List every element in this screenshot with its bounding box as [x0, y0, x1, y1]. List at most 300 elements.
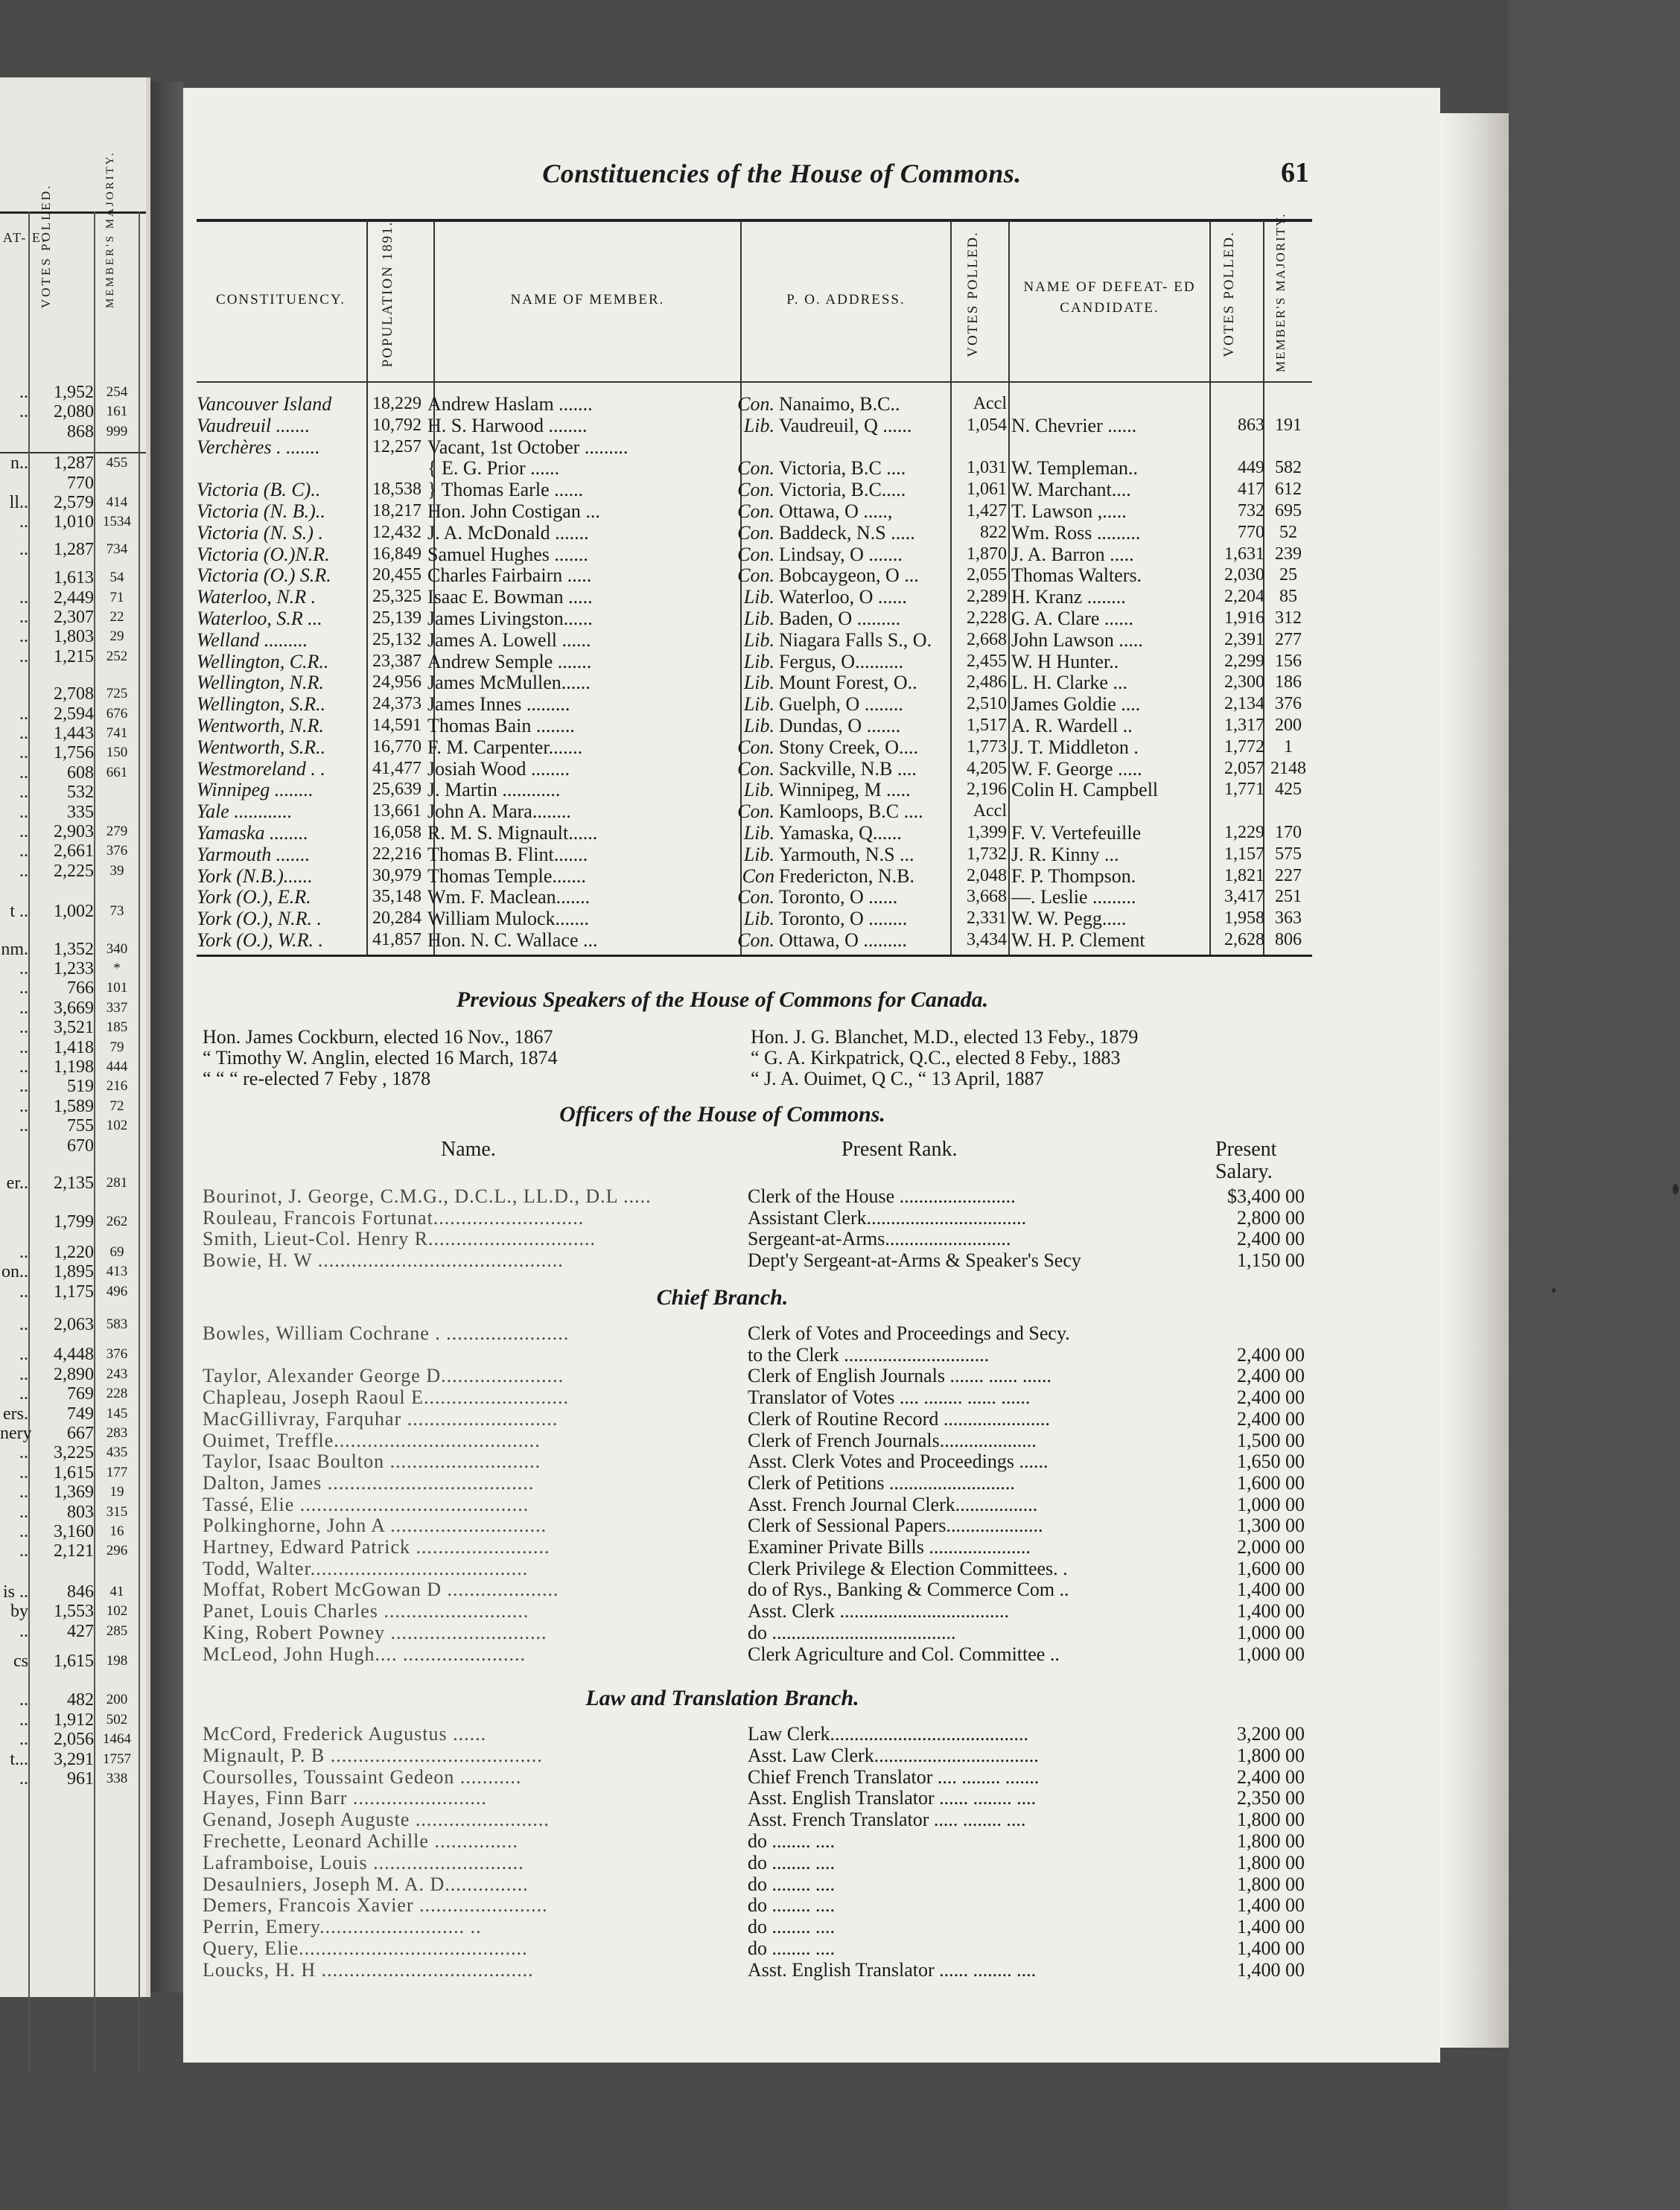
address-cell: Fredericton, N.B. [779, 864, 914, 887]
left-page-votes-cell: 427 [67, 1621, 94, 1641]
officer-salary: 1,800 00 [1237, 1851, 1305, 1873]
table-row [197, 779, 1312, 800]
left-page-majority-cell: 69 [109, 1243, 124, 1260]
constituency-cell: Winnipeg ........ [197, 779, 314, 801]
left-page-row [0, 1212, 146, 1232]
left-page-majority-cell: 661 [106, 764, 128, 780]
left-page-votes-cell: 1,369 [54, 1483, 94, 1503]
left-page-fragment-text: .. [19, 783, 28, 803]
defeated-votes-cell: 2,134 [1224, 694, 1264, 714]
left-page-votes-cell: 2,890 [54, 1364, 94, 1384]
votes-cell: 1,870 [967, 544, 1007, 564]
left-page-row [0, 1463, 146, 1483]
left-page-majority-cell: 1534 [103, 514, 131, 530]
speaker-entry-right: “ G. A. Kirkpatrick, Q.C., elected 8 Feby., 1883 [751, 1047, 1121, 1069]
address-cell: Yamaska, Q...... [779, 822, 902, 844]
defeated-candidate-cell: W. F. George ..... [1011, 757, 1142, 780]
left-page-votes-cell: 2,903 [54, 822, 94, 841]
officer-name: MacGillivray, Farquhar ........................... [203, 1407, 559, 1430]
officer-rank: to the Clerk .............................. [748, 1343, 990, 1366]
left-page-majority-cell: 228 [106, 1386, 128, 1402]
member-cell: J. A. McDonald ....... [427, 521, 589, 544]
chief-branch-row [203, 1408, 1305, 1430]
left-page-row [0, 822, 146, 841]
left-page-majority-cell: 338 [106, 1771, 128, 1786]
left-page-row [0, 568, 146, 587]
member-cell: John A. Mara........ [427, 800, 571, 823]
member-cell: James Livingston...... [427, 608, 593, 629]
left-page-majority-cell: 243 [106, 1366, 128, 1382]
population-cell: 25,325 [372, 587, 421, 607]
table-row [197, 393, 1312, 415]
left-page-majority-cell: 337 [106, 999, 128, 1016]
officer-name: Query, Elie......................................... [203, 1937, 528, 1959]
defeated-votes-cell: 1,631 [1224, 544, 1264, 564]
header-majority: MEMBER'S MAJORITY. [1273, 212, 1288, 372]
left-page-votes-cell: 769 [67, 1384, 94, 1404]
left-page-majority-cell: 54 [109, 570, 124, 586]
chief-branch-row [203, 1494, 1305, 1515]
left-page-votes-cell: 1,233 [54, 959, 94, 978]
left-page-votes-cell: 1,952 [54, 383, 94, 402]
officer-salary: 3,200 00 [1237, 1723, 1305, 1745]
left-page-row [0, 1730, 146, 1749]
member-cell: { E. G. Prior ...... [427, 457, 560, 480]
member-cell: } Thomas Earle ...... [427, 479, 584, 501]
table-row [197, 693, 1312, 715]
constituency-cell: Wellington, N.R. [197, 672, 324, 694]
left-page-fragment-text: .. [19, 383, 28, 402]
left-page-fragment-text: t... [10, 1749, 28, 1769]
party-cell: Lib. [743, 586, 774, 608]
chief-branch-row [203, 1643, 1305, 1665]
chief-branch-row [203, 1344, 1305, 1366]
speaker-entry-left: “ Timothy W. Anglin, elected 16 March, 1874 [203, 1047, 558, 1069]
officer-salary: 1,800 00 [1237, 1809, 1305, 1831]
left-page-fragment-text: .. [19, 587, 28, 608]
officer-rank: Law Clerk......................................... [748, 1723, 1028, 1745]
officer-rank: Examiner Private Bills ..................... [748, 1536, 1031, 1558]
party-cell: Lib. [743, 693, 774, 716]
defeated-votes-cell: 1,958 [1224, 908, 1264, 929]
majority-cell: 312 [1275, 608, 1302, 628]
left-page-majority-cell: 102 [106, 1118, 128, 1134]
header-defeated-votes: VOTES POLLED. [1221, 231, 1237, 357]
constituency-cell: Waterloo, N.R . [197, 586, 316, 608]
left-page-fragment-text: t .. [10, 902, 28, 922]
address-cell: Waterloo, O ...... [779, 586, 907, 608]
left-page-votes-cell: 868 [67, 421, 94, 442]
officer-salary: 1,150 00 [1237, 1249, 1305, 1271]
left-page-majority-cell: 254 [106, 384, 128, 400]
defeated-candidate-cell: J. T. Middleton . [1011, 736, 1139, 758]
officers-salary-column-header: Present [1215, 1138, 1277, 1161]
left-page-row [0, 1077, 146, 1096]
officer-salary: 2,000 00 [1237, 1536, 1305, 1558]
officer-rank: Chief French Translator .... ........ ....... [748, 1765, 1040, 1788]
votes-cell: 1,061 [967, 480, 1007, 500]
address-cell: Stony Creek, O.... [779, 736, 919, 758]
votes-cell: 2,510 [967, 694, 1007, 714]
member-cell: Vacant, 1st October ......... [427, 436, 629, 458]
defeated-candidate-cell: James Goldie .... [1011, 693, 1141, 716]
left-page-majority-cell: 285 [106, 1623, 128, 1639]
law-branch-row [203, 1937, 1305, 1959]
left-page-votes-cell: 1,010 [54, 512, 94, 532]
officer-name: Taylor, Alexander George D...................... [203, 1365, 564, 1387]
law-branch-row [203, 1916, 1305, 1937]
officer-salary: 1,500 00 [1237, 1429, 1305, 1451]
member-cell: Andrew Haslam ....... [427, 393, 593, 415]
table-header-rule [197, 381, 1312, 383]
officer-name: Loucks, H. H ...................................... [203, 1958, 534, 1981]
left-page-fragment-text: .. [19, 1242, 28, 1262]
left-page-fragment-text: is .. [2, 1582, 28, 1602]
book-gutter [150, 82, 183, 1993]
officer-row [203, 1228, 1305, 1249]
left-page-votes-cell: 766 [67, 978, 94, 999]
table-row [197, 479, 1312, 500]
left-page-fragment-text: .. [19, 1345, 28, 1365]
table-row [197, 800, 1312, 822]
officer-name: Rouleau, Francois Fortunat........................... [203, 1206, 585, 1229]
constituency-cell: Victoria (N. B.).. [197, 500, 325, 522]
defeated-candidate-cell: T. Lawson ,..... [1011, 500, 1127, 522]
officer-row [203, 1185, 1305, 1207]
page-number: 61 [1281, 157, 1309, 188]
address-cell: Sackville, N.B .... [779, 757, 917, 780]
left-page-row [0, 493, 146, 512]
majority-cell: 156 [1275, 651, 1302, 671]
left-page-row [0, 1282, 146, 1302]
left-page-votes-header: VOTES POLLED. [39, 183, 53, 308]
officer-salary: 1,400 00 [1237, 1916, 1305, 1938]
table-top-rule [197, 219, 1312, 222]
left-page-row [0, 1315, 146, 1334]
officer-rank: Clerk of Routine Record ...................... [748, 1407, 1050, 1430]
left-page-majority-cell: 177 [106, 1464, 128, 1480]
officer-row [203, 1249, 1305, 1271]
address-cell: Baden, O ......... [779, 608, 901, 629]
majority-cell: 376 [1275, 694, 1302, 714]
defeated-votes-cell: 3,417 [1224, 887, 1264, 907]
left-page-fragment-text: .. [19, 1057, 28, 1077]
header-member: NAME OF MEMBER. [510, 292, 665, 308]
officer-rank: do ...................................... [748, 1621, 956, 1643]
address-cell: Kamloops, B.C .... [779, 800, 923, 823]
left-page-row [0, 1710, 146, 1730]
left-page-majority-cell: 296 [106, 1543, 128, 1559]
left-page-votes-cell: 1,799 [54, 1212, 94, 1232]
left-page-majority-cell: 583 [106, 1316, 128, 1332]
left-page-fragment-text: .. [19, 1730, 28, 1750]
party-cell: Con [742, 864, 774, 887]
officer-name: Frechette, Leonard Achille ............... [203, 1830, 518, 1852]
law-branch-row [203, 1830, 1305, 1852]
left-page-majority-cell: 376 [106, 843, 128, 859]
defeated-candidate-cell: N. Chevrier ...... [1011, 414, 1137, 436]
population-cell: 16,849 [372, 544, 421, 564]
left-page-row [0, 783, 146, 802]
left-page-fragment-text: .. [19, 1483, 28, 1503]
party-cell: Con. [737, 736, 774, 758]
left-page-row [0, 940, 146, 959]
population-cell: 18,229 [372, 394, 421, 413]
votes-cell: 1,031 [967, 458, 1007, 478]
left-page-fragment-text: .. [19, 627, 28, 647]
constituency-cell: Verchères . ....... [197, 436, 320, 458]
officer-salary: 1,800 00 [1237, 1873, 1305, 1895]
party-cell: Lib. [743, 628, 774, 651]
chief-branch-row [203, 1558, 1305, 1579]
left-page-fragment-text: nm. [1, 939, 28, 959]
defeated-votes-cell: 2,628 [1224, 930, 1264, 949]
votes-cell: Accl [973, 801, 1007, 821]
table-row [197, 522, 1312, 544]
majority-cell: 1 [1284, 736, 1293, 757]
defeated-candidate-cell: W. H Hunter.. [1011, 650, 1119, 672]
officer-name: McLeod, John Hugh.... ...................... [203, 1643, 526, 1665]
left-page-fragment-text: .. [19, 1077, 28, 1097]
header-votes: VOTES POLLED. [965, 231, 981, 357]
population-cell: 25,132 [372, 629, 421, 649]
left-page-row [0, 724, 146, 743]
majority-cell: 575 [1275, 844, 1302, 864]
party-cell: Con. [737, 543, 774, 565]
left-page-majority-cell: 198 [106, 1653, 128, 1669]
officer-name: Hayes, Finn Barr ........................ [203, 1787, 487, 1809]
party-cell: Con. [737, 800, 774, 823]
chief-branch-row [203, 1536, 1305, 1558]
left-page-fragment-text: .. [19, 1769, 28, 1789]
left-page-fragment-text: .. [19, 1462, 28, 1483]
left-page-fragment-text: .. [19, 608, 28, 627]
left-page-votes-cell: 667 [67, 1424, 94, 1443]
left-page-fragment-text: .. [19, 1281, 28, 1302]
address-cell: Niagara Falls S., O. [779, 628, 932, 651]
address-cell: Ottawa, O ....., [779, 500, 893, 522]
left-page-row [0, 402, 146, 421]
left-page-majority-cell: 734 [106, 541, 128, 557]
member-cell: J. Martin ............ [427, 779, 561, 801]
officer-rank: Asst. English Translator ...... ........ .... [748, 1958, 1037, 1981]
left-page-votes-cell: 2,080 [54, 402, 94, 422]
left-page-votes-cell: 2,307 [54, 608, 94, 627]
law-branch-row [203, 1787, 1305, 1809]
table-row [197, 629, 1312, 651]
officer-rank: Clerk of the House ........................ [748, 1185, 1016, 1207]
officer-salary: 1,800 00 [1237, 1830, 1305, 1852]
officer-rank: Asst. Clerk Votes and Proceedings ...... [748, 1450, 1049, 1473]
officer-salary: 2,400 00 [1237, 1407, 1305, 1430]
officers-rank-column-header: Present Rank. [841, 1138, 958, 1161]
left-page-row [0, 1136, 146, 1156]
left-page-majority-cell: 315 [106, 1503, 128, 1520]
majority-cell: 191 [1275, 415, 1302, 435]
left-page-majority-cell: 455 [106, 455, 128, 471]
left-page-row [0, 647, 146, 666]
address-cell: Lindsay, O ....... [779, 543, 903, 565]
votes-cell: 2,196 [967, 780, 1007, 800]
officer-salary: 1,600 00 [1237, 1557, 1305, 1579]
table-row [197, 758, 1312, 780]
left-page-fragment-text: .. [19, 1018, 28, 1038]
officer-salary: 2,400 00 [1237, 1386, 1305, 1409]
left-page-votes-cell: 3,521 [54, 1018, 94, 1038]
population-cell: 13,661 [372, 801, 421, 821]
left-page-fragment-text: .. [19, 1364, 28, 1384]
address-cell: Vaudreuil, Q ...... [779, 414, 912, 436]
officer-name: Tassé, Elie ......................................... [203, 1493, 529, 1515]
left-page-votes-cell: 2,449 [54, 587, 94, 608]
chief-branch-row [203, 1600, 1305, 1622]
member-cell: Charles Fairbairn ..... [427, 564, 592, 587]
member-cell: James A. Lowell ...... [427, 628, 591, 651]
officer-name: Moffat, Robert McGowan D .................... [203, 1579, 559, 1601]
left-page-row [0, 608, 146, 627]
party-cell: Con. [737, 500, 774, 522]
left-page-majority-cell: 281 [106, 1175, 128, 1191]
population-cell: 41,857 [372, 930, 421, 949]
population-cell: 24,956 [372, 672, 421, 692]
left-page-majority-cell: 444 [106, 1059, 128, 1074]
member-cell: Hon. N. C. Wallace ... [427, 929, 598, 951]
defeated-candidate-cell: Wm. Ross ......... [1011, 521, 1141, 544]
constituency-cell: York (N.B.)...... [197, 864, 313, 887]
constituency-cell: Waterloo, S.R ... [197, 608, 322, 629]
constituency-cell: Victoria (N. S.) . [197, 521, 323, 544]
left-page-votes-cell: 608 [67, 762, 94, 783]
party-cell: Con. [737, 564, 774, 587]
left-page-votes-cell: 1,589 [54, 1096, 94, 1116]
population-cell: 12,432 [372, 522, 421, 542]
votes-cell: 1,517 [967, 716, 1007, 735]
left-page-majority-cell: 252 [106, 648, 128, 664]
constituency-cell: Yamaska ........ [197, 822, 309, 844]
defeated-candidate-cell: W. W. Pegg..... [1011, 908, 1127, 930]
population-cell: 20,455 [372, 565, 421, 585]
population-cell: 22,216 [372, 844, 421, 864]
officer-name: Bowie, H. W ............................................ [203, 1249, 564, 1271]
officer-rank: Clerk Agriculture and Col. Committee .. [748, 1643, 1060, 1665]
left-page-majority-cell: 71 [109, 589, 124, 605]
law-branch-row [203, 1852, 1305, 1873]
left-page-row [0, 1582, 146, 1602]
defeated-votes-cell: 1,771 [1224, 780, 1264, 800]
left-page-row [0, 1602, 146, 1621]
majority-cell: 52 [1279, 522, 1297, 542]
majority-cell: 612 [1275, 480, 1302, 500]
law-branch-row [203, 1894, 1305, 1916]
left-page-majority-cell: 435 [106, 1445, 128, 1461]
votes-cell: 1,054 [967, 415, 1007, 435]
left-page-votes-cell: 1,803 [54, 627, 94, 647]
left-page-majority-cell: 376 [106, 1346, 128, 1363]
left-page-votes-cell: 1,287 [54, 453, 94, 474]
left-page-row [0, 1424, 146, 1443]
officer-salary: 1,400 00 [1237, 1958, 1305, 1981]
running-head: Constituencies of the House of Commons. [542, 159, 1022, 188]
left-page-fragment-text: .. [19, 1315, 28, 1334]
chief-branch-row [203, 1450, 1305, 1472]
votes-cell: 2,668 [967, 629, 1007, 649]
member-cell: Thomas Temple....... [427, 864, 586, 887]
majority-cell: 425 [1275, 780, 1302, 800]
votes-cell: 2,048 [967, 865, 1007, 885]
votes-cell: 822 [980, 522, 1007, 542]
address-cell: Mount Forest, O.. [779, 672, 917, 694]
left-page-fragment-text: .. [19, 1502, 28, 1522]
officer-name: Genand, Joseph Auguste ........................ [203, 1809, 550, 1831]
defeated-votes-cell: 1,916 [1224, 608, 1264, 628]
officer-salary: $3,400 00 [1227, 1185, 1305, 1207]
member-cell: Isaac E. Bowman ..... [427, 586, 593, 608]
defeated-votes-cell: 770 [1238, 522, 1264, 542]
left-page-row [0, 1116, 146, 1136]
left-page-row [0, 841, 146, 861]
left-page-fragment-text: .. [19, 978, 28, 999]
left-page-majority-cell: 279 [106, 824, 128, 839]
party-cell: Lib. [743, 672, 774, 694]
table-row [197, 929, 1312, 951]
page-edge-shadow [1440, 113, 1509, 2048]
constituency-cell: Vaudreuil ....... [197, 414, 311, 436]
officer-salary: 1,400 00 [1237, 1600, 1305, 1623]
left-page-votes-cell: 1,175 [54, 1281, 94, 1302]
officer-salary: 1,000 00 [1237, 1643, 1305, 1665]
left-page-majority-cell: 73 [109, 903, 124, 920]
officer-name: Bourinot, J. George, C.M.G., D.C.L., LL.D., D.L ..... [203, 1185, 652, 1207]
left-page-row [0, 1262, 146, 1281]
left-page-fragment-text: .. [19, 1384, 28, 1404]
defeated-candidate-cell: Colin H. Campbell [1011, 779, 1159, 801]
defeated-candidate-cell: A. R. Wardell .. [1011, 715, 1133, 736]
left-page-row [0, 803, 146, 822]
constituency-cell: Vancouver Island [197, 393, 332, 415]
left-page-fragment-text: .. [19, 861, 28, 881]
chief-branch-row [203, 1386, 1305, 1408]
left-page-majority-cell: 999 [106, 423, 128, 439]
left-page-row [0, 1018, 146, 1037]
left-page-row [0, 1690, 146, 1710]
left-page-majority-cell: 340 [106, 940, 128, 957]
left-page-row [0, 743, 146, 762]
left-page-votes-cell: 2,708 [54, 684, 94, 704]
votes-cell: 2,486 [967, 672, 1007, 692]
population-cell: 16,058 [372, 823, 421, 842]
officers-title: Officers of the House of Commons. [559, 1102, 885, 1127]
left-page-majority-cell: 150 [106, 745, 128, 761]
population-cell: 41,477 [372, 758, 421, 778]
left-page-votes-cell: 335 [67, 802, 94, 822]
left-page-fragment-text: by [10, 1602, 28, 1622]
population-cell: 25,139 [372, 608, 421, 628]
left-page-fragment-text: .. [19, 1621, 28, 1641]
officer-name: Bowles, William Cochrane . ...................... [203, 1322, 570, 1344]
left-page-row [0, 1622, 146, 1641]
table-row [197, 436, 1312, 458]
left-page-majority-cell: 19 [109, 1484, 124, 1500]
left-page-fragment-text: .. [19, 743, 28, 763]
population-cell: 16,770 [372, 736, 421, 757]
left-page-defeated-header-fragment: AT- E. [3, 230, 47, 245]
officer-row [203, 1207, 1305, 1229]
majority-cell: 227 [1275, 865, 1302, 885]
officer-rank: Clerk Privilege & Election Committees. . [748, 1557, 1068, 1579]
officer-name: Panet, Louis Charles .......................... [203, 1600, 529, 1623]
left-page-votes-cell: 1,756 [54, 743, 94, 763]
left-page-majority-cell: 101 [106, 980, 128, 996]
